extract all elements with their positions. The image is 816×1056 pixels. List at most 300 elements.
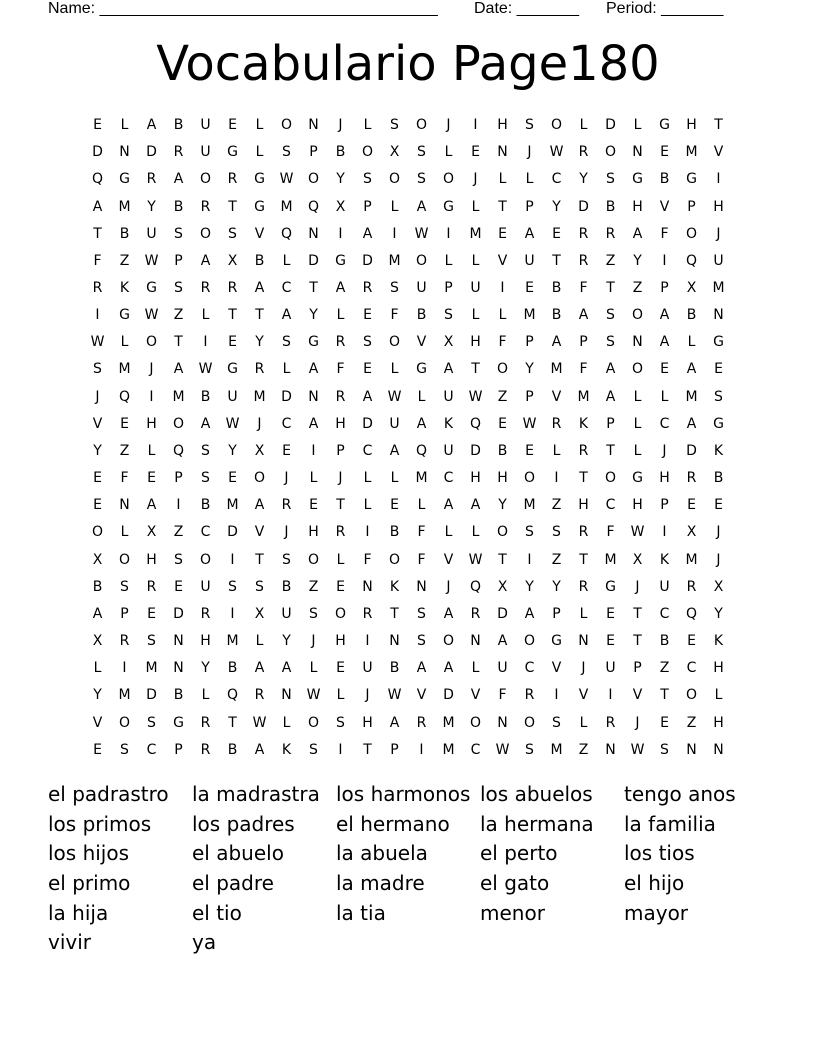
- grid-letter: R: [551, 415, 562, 432]
- grid-letter: I: [338, 225, 343, 242]
- grid-letter: Q: [280, 225, 293, 242]
- grid-letter: R: [578, 578, 589, 595]
- grid-letter: B: [416, 307, 427, 324]
- grid-letter: X: [632, 551, 643, 568]
- grid-letter: G: [227, 144, 238, 161]
- grid-letter: F: [93, 252, 102, 269]
- grid-letter: O: [523, 714, 536, 731]
- grid-letter: E: [147, 470, 156, 487]
- grid-letter: U: [281, 605, 292, 622]
- grid-letter: I: [527, 551, 532, 568]
- grid-letter: S: [282, 551, 291, 568]
- grid-letter: D: [578, 198, 589, 215]
- grid-letter: T: [552, 252, 561, 269]
- word-bank-item: los abuelos: [480, 782, 593, 806]
- grid-letter: B: [254, 252, 265, 269]
- grid-letter: I: [662, 524, 667, 541]
- grid-letter: Y: [633, 252, 642, 269]
- grid-letter: E: [714, 361, 723, 378]
- grid-row: [84, 356, 732, 383]
- grid-letter: N: [362, 578, 373, 595]
- grid-letter: M: [226, 497, 239, 514]
- grid-letter: L: [255, 144, 264, 161]
- grid-letter: E: [498, 225, 507, 242]
- grid-letter: H: [497, 117, 508, 134]
- grid-letter: M: [712, 280, 725, 297]
- grid-letter: G: [119, 307, 130, 324]
- grid-letter: M: [118, 361, 131, 378]
- grid-letter: A: [173, 361, 184, 378]
- grid-letter: E: [390, 497, 399, 514]
- grid-letter: P: [579, 334, 588, 351]
- grid-letter: B: [200, 388, 211, 405]
- grid-letter: Q: [469, 415, 482, 432]
- grid-letter: I: [230, 605, 235, 622]
- grid-letter: T: [174, 334, 183, 351]
- grid-letter: R: [578, 144, 589, 161]
- word-bank-item: el perto: [480, 841, 558, 866]
- grid-letter: A: [146, 117, 157, 134]
- grid-letter: I: [338, 741, 343, 758]
- grid-row: [84, 737, 732, 764]
- grid-letter: R: [524, 687, 535, 704]
- grid-letter: Q: [172, 442, 185, 459]
- grid-letter: Y: [552, 198, 561, 215]
- word-bank-item: el hijo: [624, 871, 685, 896]
- grid-letter: H: [659, 470, 670, 487]
- grid-letter: W: [387, 388, 402, 405]
- grid-row: [84, 601, 732, 628]
- grid-row: [84, 193, 732, 220]
- grid-letter: R: [470, 605, 481, 622]
- grid-letter: L: [633, 388, 642, 405]
- grid-letter: T: [606, 442, 615, 459]
- grid-letter: C: [281, 280, 292, 297]
- grid-letter: L: [444, 252, 453, 269]
- page-title: Vocabulario Page180: [156, 36, 660, 92]
- grid-letter: V: [578, 687, 589, 704]
- grid-letter: F: [417, 524, 426, 541]
- grid-letter: I: [176, 497, 181, 514]
- grid-letter: Q: [118, 388, 131, 405]
- grid-letter: V: [713, 144, 724, 161]
- grid-letter: E: [228, 334, 237, 351]
- grid-letter: R: [227, 171, 238, 188]
- grid-letter: B: [173, 687, 184, 704]
- word-bank-item: mayor: [624, 900, 689, 925]
- grid-letter: K: [713, 633, 724, 650]
- grid-letter: Z: [119, 252, 130, 269]
- grid-letter: L: [390, 470, 399, 487]
- grid-letter: G: [551, 633, 562, 650]
- grid-letter: C: [551, 171, 562, 188]
- grid-letter: O: [307, 171, 320, 188]
- grid-letter: W: [387, 687, 402, 704]
- grid-letter: S: [714, 388, 723, 405]
- grid-letter: A: [92, 605, 103, 622]
- grid-letter: E: [363, 361, 372, 378]
- grid-letter: F: [336, 361, 345, 378]
- grid-letter: E: [525, 442, 534, 459]
- word-bank-item: la hermana: [480, 811, 594, 836]
- grid-letter: W: [144, 307, 159, 324]
- grid-letter: M: [415, 470, 428, 487]
- grid-letter: T: [606, 280, 615, 297]
- grid-letter: E: [471, 144, 480, 161]
- grid-letter: A: [254, 497, 265, 514]
- grid-letter: W: [414, 225, 429, 242]
- grid-letter: Y: [93, 442, 102, 459]
- grid-letter: L: [633, 415, 642, 432]
- grid-letter: V: [470, 687, 481, 704]
- grid-letter: B: [227, 741, 238, 758]
- grid-letter: A: [416, 660, 427, 677]
- grid-letter: R: [119, 633, 130, 650]
- grid-letter: L: [363, 497, 372, 514]
- grid-letter: E: [606, 633, 615, 650]
- grid-letter: G: [146, 280, 157, 297]
- grid-letter: M: [577, 388, 590, 405]
- grid-row: [84, 492, 732, 519]
- grid-letter: F: [363, 551, 372, 568]
- grid-letter: E: [714, 497, 723, 514]
- grid-letter: L: [660, 388, 669, 405]
- name-field: Name: ______________________________________: [48, 0, 438, 17]
- grid-letter: W: [630, 741, 645, 758]
- grid-letter: M: [685, 551, 698, 568]
- grid-letter: J: [284, 524, 289, 541]
- grid-letter: O: [199, 551, 212, 568]
- grid-letter: Z: [659, 660, 670, 677]
- grid-letter: E: [660, 144, 669, 161]
- grid-letter: L: [471, 307, 480, 324]
- grid-row: [84, 329, 732, 356]
- grid-letter: L: [579, 117, 588, 134]
- grid-letter: B: [686, 307, 697, 324]
- grid-letter: L: [255, 117, 264, 134]
- word-bank-item: el padre: [192, 871, 274, 896]
- grid-letter: Y: [255, 334, 264, 351]
- grid-letter: H: [308, 524, 319, 541]
- grid-letter: Y: [525, 578, 534, 595]
- grid-letter: A: [254, 741, 265, 758]
- grid-letter: A: [362, 388, 373, 405]
- word-bank-item: ya: [192, 930, 217, 955]
- grid-letter: I: [473, 117, 478, 134]
- grid-letter: Z: [632, 280, 643, 297]
- grid-letter: E: [687, 633, 696, 650]
- grid-row: [84, 547, 732, 574]
- grid-letter: C: [659, 605, 670, 622]
- grid-letter: D: [497, 605, 508, 622]
- grid-letter: J: [95, 388, 100, 405]
- grid-letter: O: [307, 551, 320, 568]
- grid-letter: C: [281, 415, 292, 432]
- grid-letter: S: [282, 144, 291, 161]
- grid-letter: N: [119, 144, 130, 161]
- grid-letter: O: [469, 714, 482, 731]
- grid-letter: M: [550, 741, 563, 758]
- grid-letter: T: [498, 198, 507, 215]
- grid-letter: T: [228, 307, 237, 324]
- grid-letter: G: [632, 470, 643, 487]
- word-bank-item: vivir: [48, 930, 92, 955]
- grid-letter: T: [579, 551, 588, 568]
- grid-letter: A: [308, 415, 319, 432]
- grid-letter: W: [549, 144, 564, 161]
- grid-letter: H: [146, 415, 157, 432]
- grid-letter: H: [335, 633, 346, 650]
- grid-letter: G: [173, 714, 184, 731]
- grid-letter: V: [551, 388, 562, 405]
- grid-letter: S: [174, 225, 183, 242]
- grid-letter: D: [686, 442, 697, 459]
- grid-letter: G: [416, 361, 427, 378]
- grid-letter: G: [443, 198, 454, 215]
- grid-letter: I: [419, 741, 424, 758]
- grid-letter: A: [254, 280, 265, 297]
- grid-letter: H: [362, 714, 373, 731]
- grid-row: [84, 411, 732, 438]
- grid-letter: A: [389, 442, 400, 459]
- grid-letter: M: [118, 198, 131, 215]
- grid-letter: L: [633, 117, 642, 134]
- grid-letter: I: [230, 551, 235, 568]
- grid-letter: O: [496, 524, 509, 541]
- grid-row: [84, 628, 732, 655]
- grid-letter: H: [713, 660, 724, 677]
- grid-letter: X: [686, 524, 697, 541]
- grid-letter: S: [282, 334, 291, 351]
- grid-letter: S: [228, 578, 237, 595]
- grid-letter: O: [631, 361, 644, 378]
- grid-letter: R: [200, 605, 211, 622]
- grid-letter: U: [470, 280, 481, 297]
- grid-letter: L: [471, 252, 480, 269]
- grid-letter: I: [716, 171, 721, 188]
- word-bank: [48, 780, 768, 958]
- grid-letter: L: [417, 388, 426, 405]
- grid-letter: E: [660, 714, 669, 731]
- grid-letter: Y: [93, 687, 102, 704]
- grid-letter: D: [146, 687, 157, 704]
- grid-letter: S: [444, 307, 453, 324]
- grid-letter: W: [144, 252, 159, 269]
- grid-letter: D: [308, 252, 319, 269]
- grid-letter: C: [200, 524, 211, 541]
- grid-letter: A: [389, 714, 400, 731]
- grid-letter: E: [363, 307, 372, 324]
- grid-letter: X: [443, 334, 454, 351]
- grid-letter: N: [578, 633, 589, 650]
- grid-letter: W: [252, 714, 267, 731]
- grid-letter: C: [524, 660, 535, 677]
- grid-letter: X: [389, 144, 400, 161]
- grid-letter: H: [713, 714, 724, 731]
- grid-letter: U: [443, 388, 454, 405]
- grid-letter: Y: [552, 578, 561, 595]
- grid-letter: Z: [551, 551, 562, 568]
- grid-letter: I: [446, 225, 451, 242]
- grid-letter: C: [659, 415, 670, 432]
- grid-row: [84, 465, 732, 492]
- grid-letter: H: [497, 470, 508, 487]
- grid-letter: T: [633, 633, 642, 650]
- word-bank-item: los tios: [624, 841, 695, 866]
- grid-letter: J: [716, 524, 721, 541]
- grid-letter: O: [118, 714, 131, 731]
- grid-letter: I: [149, 388, 154, 405]
- grid-letter: P: [660, 497, 669, 514]
- grid-letter: R: [200, 280, 211, 297]
- grid-letter: B: [551, 280, 562, 297]
- grid-letter: I: [122, 660, 127, 677]
- word-bank-item: la hija: [48, 900, 109, 925]
- grid-letter: R: [605, 714, 616, 731]
- grid-letter: S: [201, 470, 210, 487]
- grid-row: [84, 384, 732, 411]
- grid-letter: W: [468, 388, 483, 405]
- grid-letter: G: [254, 198, 265, 215]
- grid-letter: X: [254, 442, 265, 459]
- grid-letter: L: [687, 334, 696, 351]
- grid-letter: Z: [605, 252, 616, 269]
- grid-letter: A: [497, 633, 508, 650]
- grid-letter: H: [686, 117, 697, 134]
- grid-letter: L: [471, 524, 480, 541]
- grid-letter: Y: [714, 605, 723, 622]
- grid-letter: N: [308, 388, 319, 405]
- grid-letter: N: [470, 633, 481, 650]
- grid-letter: V: [416, 334, 427, 351]
- grid-letter: V: [632, 687, 643, 704]
- grid-letter: S: [147, 633, 156, 650]
- grid-letter: P: [660, 280, 669, 297]
- grid-letter: L: [579, 714, 588, 731]
- grid-letter: R: [335, 524, 346, 541]
- grid-letter: R: [335, 388, 346, 405]
- grid-letter: B: [119, 225, 130, 242]
- grid-letter: B: [659, 171, 670, 188]
- grid-row: [84, 682, 732, 709]
- word-bank-item: el abuelo: [192, 841, 284, 866]
- grid-letter: U: [146, 225, 157, 242]
- grid-letter: H: [713, 198, 724, 215]
- grid-letter: H: [200, 633, 211, 650]
- grid-letter: B: [659, 633, 670, 650]
- grid-letter: J: [473, 171, 478, 188]
- word-bank-item: menor: [480, 900, 545, 925]
- grid-letter: G: [119, 171, 130, 188]
- grid-letter: O: [118, 551, 131, 568]
- grid-letter: L: [147, 442, 156, 459]
- grid-letter: N: [389, 633, 400, 650]
- grid-letter: L: [363, 117, 372, 134]
- grid-letter: L: [498, 171, 507, 188]
- grid-letter: Y: [309, 307, 318, 324]
- word-bank-item: el padrastro: [48, 782, 169, 806]
- grid-letter: L: [363, 470, 372, 487]
- grid-letter: R: [362, 280, 373, 297]
- grid-letter: M: [388, 252, 401, 269]
- grid-letter: O: [523, 633, 536, 650]
- grid-letter: A: [524, 225, 535, 242]
- grid-letter: X: [227, 252, 238, 269]
- grid-letter: T: [309, 280, 318, 297]
- grid-letter: E: [606, 605, 615, 622]
- grid-letter: A: [92, 198, 103, 215]
- grid-letter: I: [95, 307, 100, 324]
- grid-letter: E: [336, 660, 345, 677]
- grid-row: [84, 112, 732, 139]
- grid-letter: T: [633, 605, 642, 622]
- grid-letter: B: [389, 660, 400, 677]
- grid-letter: E: [93, 741, 102, 758]
- word-bank-item: los hijos: [48, 841, 130, 866]
- grid-letter: M: [523, 497, 536, 514]
- grid-letter: X: [686, 280, 697, 297]
- grid-letter: L: [282, 714, 291, 731]
- grid-row: [84, 574, 732, 601]
- grid-letter: X: [497, 578, 508, 595]
- grid-letter: S: [417, 605, 426, 622]
- grid-letter: U: [605, 660, 616, 677]
- grid-letter: E: [498, 415, 507, 432]
- grid-letter: Q: [91, 171, 104, 188]
- grid-letter: D: [281, 388, 292, 405]
- grid-letter: Z: [308, 578, 319, 595]
- grid-letter: H: [470, 334, 481, 351]
- grid-letter: R: [281, 497, 292, 514]
- grid-letter: L: [120, 524, 129, 541]
- grid-letter: T: [255, 307, 264, 324]
- grid-letter: N: [281, 687, 292, 704]
- grid-letter: R: [362, 605, 373, 622]
- grid-letter: M: [118, 687, 131, 704]
- grid-letter: E: [336, 578, 345, 595]
- grid-letter: D: [92, 144, 103, 161]
- grid-letter: I: [554, 687, 559, 704]
- grid-letter: S: [660, 741, 669, 758]
- grid-letter: T: [363, 741, 372, 758]
- grid-letter: Y: [147, 198, 156, 215]
- grid-letter: N: [173, 660, 184, 677]
- grid-letter: B: [497, 442, 508, 459]
- grid-letter: E: [93, 470, 102, 487]
- grid-letter: A: [281, 660, 292, 677]
- word-bank-item: la familia: [624, 811, 716, 836]
- grid-letter: M: [172, 388, 185, 405]
- grid-letter: Z: [497, 388, 508, 405]
- grid-letter: R: [686, 578, 697, 595]
- grid-letter: Y: [336, 171, 345, 188]
- word-bank-item: el gato: [480, 871, 550, 896]
- grid-letter: C: [605, 497, 616, 514]
- grid-letter: S: [606, 334, 615, 351]
- grid-letter: L: [309, 470, 318, 487]
- grid-letter: P: [390, 741, 399, 758]
- grid-letter: E: [120, 415, 129, 432]
- grid-letter: E: [282, 442, 291, 459]
- grid-letter: M: [226, 633, 239, 650]
- grid-letter: O: [334, 605, 347, 622]
- grid-letter: S: [93, 361, 102, 378]
- grid-letter: H: [632, 497, 643, 514]
- grid-letter: I: [554, 470, 559, 487]
- grid-letter: L: [120, 334, 129, 351]
- grid-letter: S: [147, 714, 156, 731]
- grid-letter: L: [201, 687, 210, 704]
